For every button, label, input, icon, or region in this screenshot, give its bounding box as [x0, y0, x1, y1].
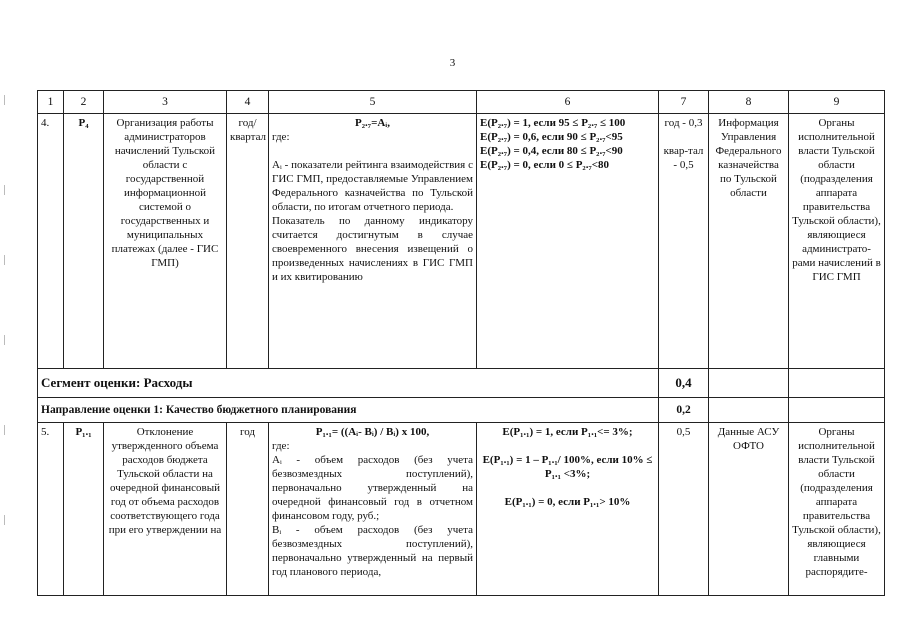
header-cell: 6 [477, 91, 659, 114]
page-number: 3 [449, 57, 456, 69]
segment-row [38, 369, 885, 398]
evaluation-cell [477, 114, 659, 369]
evaluation-rule: E(P₁.₁) = 1, если P₁.₁<= 3%; [502, 426, 633, 438]
header-cell: 2 [64, 91, 104, 114]
data-source: Информация Управления Федерального казначейства по Тульской области [709, 114, 789, 369]
indicator-code: P₁.₁ [64, 423, 104, 596]
period: год/ квартал [227, 114, 269, 369]
evaluation-rule: E(P₁.₁) = 1 – P₁.₁/ 100%, если 10% ≤ P₁.₁ <3%; [482, 454, 653, 480]
weight-quarter: квар-тал - 0,5 [663, 145, 704, 171]
evaluation-rule: E(P₁.₁) = 0, если P₁.₁> 10% [504, 496, 631, 508]
indicators-table [37, 90, 885, 596]
header-cell: 4 [227, 91, 269, 114]
evaluation-rule: E(P₂.₇) = 0,4, если 80 ≤ P₂.₇<90 [480, 145, 623, 157]
evaluation-rule: E(P₂.₇) = 0,6, если 90 ≤ P₂.₇<95 [480, 131, 623, 143]
header-cell: 5 [269, 91, 477, 114]
row-number: 4. [38, 114, 64, 369]
header-cell: 3 [104, 91, 227, 114]
header-cell: 9 [789, 91, 885, 114]
weight: 0,5 [659, 423, 709, 596]
evaluation-rule: E(P₂.₇) = 1, если 95 ≤ P₂.₇ ≤ 100 [480, 117, 626, 129]
evaluation-cell [477, 423, 659, 596]
direction-row [38, 398, 885, 423]
segment-label: Сегмент оценки: Расходы [38, 369, 659, 398]
indicator-name: Организация работы администраторов начислений Тульской области с государственной информационной системой о государственных и муниципальных платежах (далее - ГИС ГМП) [104, 114, 227, 369]
indicator-code: P₄ [64, 114, 104, 369]
row-number: 5. [38, 423, 64, 596]
responsible: Органы исполнительной власти Тульской области (подразделения аппарата правительства Тульской области), являющиеся администрато-рами начислений в ГИС ГМП [789, 114, 885, 369]
period: год [227, 423, 269, 596]
table-row [38, 114, 885, 369]
evaluation-rule: E(P₂.₇) = 0, если 0 ≤ P₂.₇<80 [480, 159, 610, 171]
formula-where: где: [272, 131, 290, 143]
formula-description: Bᵢ - объем расходов (без учета безвозмездных поступлений), первоначально утвержденный на первый год планового периода, [272, 524, 473, 578]
formula: P₂.₇=Aᵢ, [355, 117, 390, 129]
formula-description: Aᵢ - показатели рейтинга взаимодействия с ГИС ГМП, предоставляемые Управлением Федерального казначейства по Тульской области, по итогам отчетного периода. [272, 159, 473, 213]
direction-weight: 0,2 [659, 398, 709, 423]
formula-cell [269, 114, 477, 369]
header-cell: 8 [709, 91, 789, 114]
margin-marks [4, 95, 6, 615]
indicator-name: Отклонение утвержденного объема расходов бюджета Тульской области на очередной финансовый год от объема расходов соответствующего года при его утверждении на [104, 423, 227, 596]
formula-where: где: [272, 440, 290, 452]
direction-label: Направление оценки 1: Качество бюджетного планирования [38, 398, 659, 423]
data-source: Данные АСУ ОФТО [709, 423, 789, 596]
formula-description: Aᵢ - объем расходов (без учета безвозмездных поступлений), первоначально утвержденный на очередной финансовый год в отчетном финансовом году, руб.; [272, 454, 473, 522]
formula-cell [269, 423, 477, 596]
weight-year: год - 0,3 [664, 117, 703, 129]
weight-cell [659, 114, 709, 369]
header-cell: 7 [659, 91, 709, 114]
header-row [38, 91, 885, 114]
formula: P₁.₁= ((Aᵢ- Bᵢ) / Bᵢ) x 100, [315, 426, 430, 438]
segment-weight: 0,4 [659, 369, 709, 398]
formula-note: Показатель по данному индикатору считается достигнутым в случае своевременного внесения извещений о произведенных начислениях в ГИС ГМП и их квитированию [272, 215, 473, 283]
header-cell: 1 [38, 91, 64, 114]
table-row [38, 423, 885, 596]
responsible: Органы исполнительной власти Тульской области (подразделения аппарата правительства Тульской области), являющиеся главными распорядите- [789, 423, 885, 596]
